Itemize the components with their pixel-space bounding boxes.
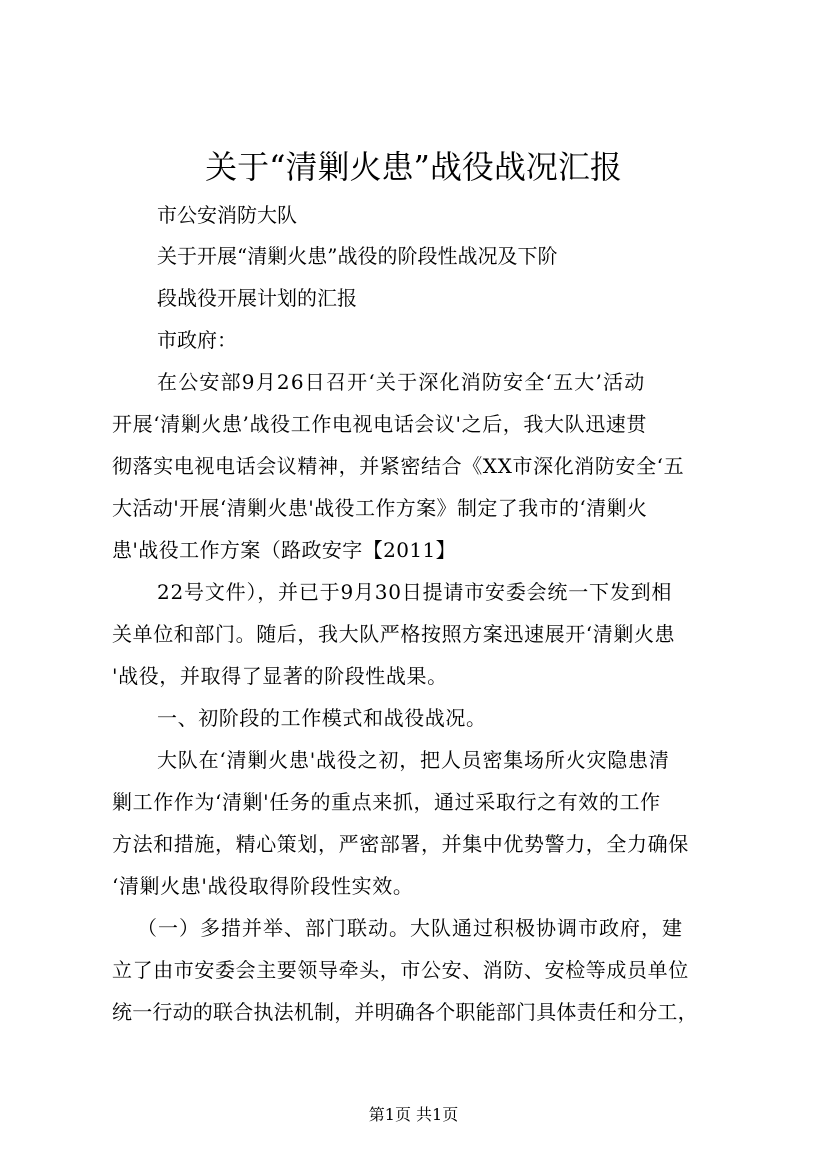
body-line: （一）多措并举、部门联动。大队通过积极协调市政府，建 <box>137 916 683 940</box>
body-line: 关单位和部门。随后，我大队严格按照方案迅速展开‘清剿火患 <box>112 622 676 646</box>
subject-line-1: 关于开展“清剿火患”战役的阶段性战况及下阶 <box>157 244 558 268</box>
body-line: 立了由市安委会主要领导牵头，市公安、消防、安检等成员单位 <box>112 958 689 982</box>
body-line: 大队在‘清剿火患'战役之初，把人员密集场所火灾隐患清 <box>157 748 670 772</box>
body-line: 22号文件），并已于9月30日提请市安委会统一下发到相 <box>157 580 673 604</box>
body-line: 方法和措施，精心策划，严密部署，并集中优势警力，全力确保 <box>112 832 689 856</box>
body-line: 患'战役工作方案（路政安字【2011】 <box>112 538 456 562</box>
subject-line-2: 段战役开展计划的汇报 <box>157 286 357 310</box>
page-footer: 第1页 共1页 <box>368 1105 459 1124</box>
body-line: 在公安部9月26日召开‘关于深化消防安全‘五大’活动 <box>157 370 646 394</box>
sender-line: 市公安消防大队 <box>157 203 297 227</box>
body-line: ‘清剿火患'战役取得阶段性实效。 <box>112 874 414 898</box>
body-line: 开展‘清剿火患’战役工作电视电话会议'之后，我大队迅速贯 <box>112 412 648 436</box>
document-title: 关于“清剿火患”战役战况汇报 <box>205 148 622 186</box>
body-line: 统一行动的联合执法机制，并明确各个职能部门具体责任和分工， <box>112 1000 698 1024</box>
body-line: 剿工作作为‘清剿'任务的重点来抓，通过采取行之有效的工作 <box>112 790 661 814</box>
body-line: '战役，并取得了显著的阶段性战果。 <box>112 664 448 688</box>
recipient-line: 市政府： <box>157 328 237 352</box>
section-heading: 一、初阶段的工作模式和战役战况。 <box>157 706 487 730</box>
body-line: 彻落实电视电话会议精神，并紧密结合《XX市深化消防安全‘五 <box>112 454 685 478</box>
body-line: 大活动'开展‘清剿火患'战役工作方案》制定了我市的‘清剿火 <box>112 496 648 520</box>
